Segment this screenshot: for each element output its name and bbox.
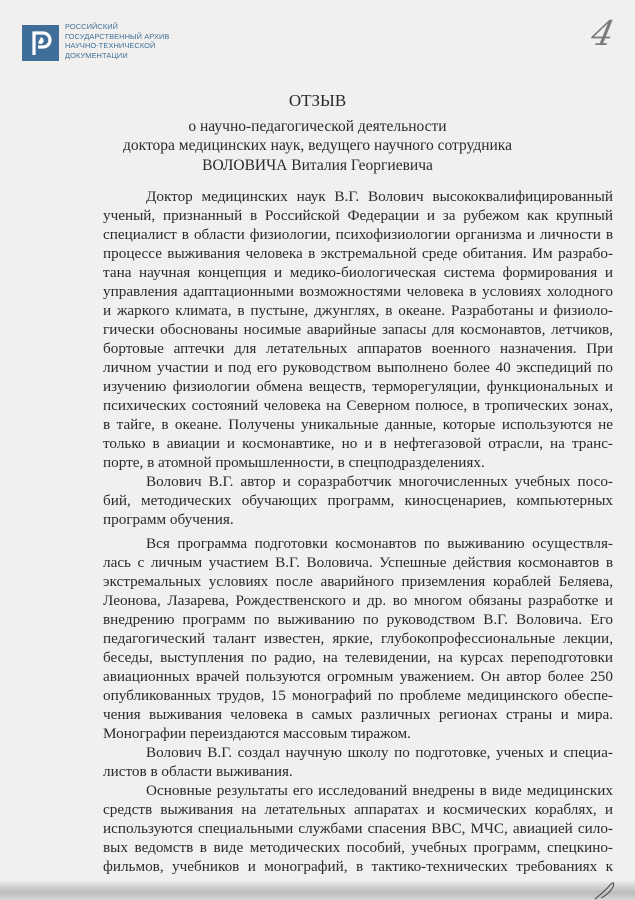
archive-name — [65, 22, 169, 60]
body-text-line: специалист в области физиологии, психофизиологии организма и личности в — [103, 226, 613, 243]
body-text-line: Монографии переиздаются массовым тиражом. — [103, 725, 411, 742]
body-text-line: вых ведомств в виде методических пособий, учебных программ, спецкино- — [103, 839, 613, 856]
document-subtitle-line: о научно-педагогической деятельности — [188, 118, 447, 135]
body-text-line: листов в области выживания. — [103, 763, 293, 780]
archive-name-line: ДОКУМЕНТАЦИИ — [65, 50, 128, 60]
body-text-line: психических состояний человека на Северном полюсе, в тропических зонах, — [103, 397, 613, 414]
body-text-line: используются специальными службами спасения ВВС, МЧС, авиацией сило- — [103, 820, 613, 837]
body-text-line: средств выживания на летательных аппаратах и космических кораблях, и — [103, 801, 613, 818]
body-text-line: гически обоснованы носимые аварийные запасы для космонавтов, летчиков, — [103, 321, 613, 338]
archive-logo-icon — [22, 25, 59, 61]
body-text-line: бий, методических обучающих программ, киносценариев, компьютерных — [103, 492, 613, 509]
body-text-line: лась с личным участием В.Г. Воловича. Успешные действия космонавтов в — [103, 554, 613, 571]
document-subtitle-name: ВОЛОВИЧА Виталия Георгиевича — [202, 157, 433, 174]
body-text-line: фильмов, учебников и монографий, в тактико-технических требованиях к — [103, 858, 613, 875]
body-text-line: Волович В.Г. создал научную школу по подготовке, ученых и специа- — [146, 744, 613, 761]
body-text-line: только в авиации и космонавтике, но и в нефтегазовой отрасли, на транс- — [103, 435, 613, 452]
body-text-line: Волович В.Г. автор и соразработчик многочисленных учебных посо- — [146, 473, 613, 490]
scan-edge-shadow — [0, 881, 635, 900]
document-subtitle-line: доктора медицинских наук, ведущего научного сотрудника — [123, 137, 512, 154]
body-text-line: чения выживания человека в самых различных регионах страны и мира. — [103, 706, 613, 723]
body-text-line: в тайге, в океане. Получены уникальные данные, которые используются не — [103, 416, 613, 433]
archive-name-line: ГОСУДАРСТВЕННЫЙ АРХИВ — [65, 31, 170, 41]
body-text-line: Доктор медицинских наук В.Г. Волович высококвалифицированный — [146, 188, 613, 205]
body-text-line: опубликованных трудов, 15 монографий по проблеме медицинского обеспе- — [103, 687, 613, 704]
body-text-line: процессе выживания человека в экстремальной среде обитания. Им разрабо- — [103, 245, 613, 262]
archive-name-line: РОССИЙСКИЙ — [65, 22, 119, 31]
body-text-line: экстремальных условиях после аварийного приземления кораблей Беляева, — [103, 573, 613, 590]
document-body — [103, 187, 613, 876]
body-text-line: программ обучения. — [103, 511, 234, 528]
body-text-line: беседы, выступления по радио, на телевидении, на курсах переподготовки — [103, 649, 613, 666]
body-text-line: бортовые аптечки для летательных аппаратов военного назначения. При — [103, 340, 613, 357]
body-text-line: педагогический талант известен, яркие, глубокопрофессиональные лекции, — [103, 630, 613, 647]
body-text-line: личном участии и под его руководством выполнено более 40 экспедиций по — [103, 359, 613, 376]
signature-mark-icon — [592, 880, 618, 900]
body-text-line: Вся программа подготовки космонавтов по выживанию осуществля- — [146, 535, 613, 552]
body-text-line: порте, в атомной промышленности, в спецподразделениях. — [103, 454, 485, 471]
archive-name-line: НАУЧНО-ТЕХНИЧЕСКОЙ — [65, 41, 156, 51]
document-title: ОТЗЫВ — [288, 91, 347, 110]
body-text-line: управления адаптационными возможностями человека в условиях холодного — [103, 283, 613, 300]
body-text-line: Основные результаты его исследований внедрены в виде медицинских — [146, 782, 613, 799]
body-text-line: тана научная концепция и медико-биологическая система формирования и — [103, 264, 613, 281]
body-text-line: ученый, признанный в Российской Федерации и за рубежом как крупный — [103, 207, 613, 224]
body-text-line: изучению физиологии обмена веществ, терморегуляции, функциональных и — [103, 378, 613, 395]
body-text-line: и жаркого климата, в пустыне, джунглях, в океане. Разработаны и физиоло- — [103, 302, 613, 319]
body-text-line: внедрению программ по выживанию по руководством В.Г. Воловича. Его — [103, 611, 613, 628]
archive-logo — [22, 25, 59, 61]
body-text-line: Леонова, Лазарева, Рождественского и др. во многом обязаны разработке и — [103, 592, 613, 609]
body-text-line: авиационных врачей пользуются огромным уважением. Он автор более 250 — [103, 668, 613, 685]
handwritten-page-number: 4 — [587, 14, 618, 54]
